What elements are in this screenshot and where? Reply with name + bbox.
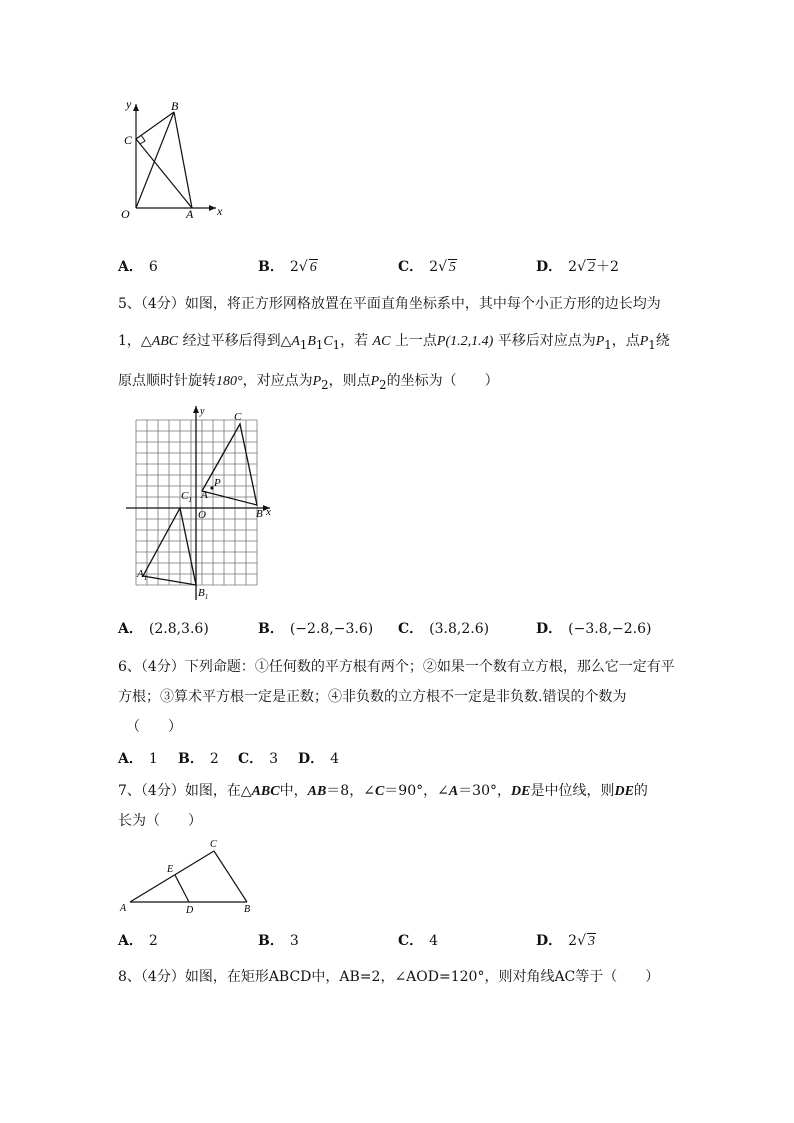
q5-fig-y: y xyxy=(200,406,205,417)
q7-fig-d: D xyxy=(186,905,194,916)
fig1-label-y: y xyxy=(126,97,132,111)
q5-line-1: 5、（4分）如图，将正方形网格放置在平面直角坐标系中，其中每个小正方形的边长均为 xyxy=(118,296,661,312)
q7-option-b[interactable]: B． 3 xyxy=(258,933,299,949)
q7-option-c[interactable]: C． 4 xyxy=(398,933,439,949)
q5-option-a[interactable]: A． (2.8,3.6) xyxy=(118,621,209,637)
q4-option-b[interactable]: B． 2√ 6 xyxy=(258,259,317,275)
figure-1 xyxy=(118,96,238,226)
q5-option-b[interactable]: B． (−2.8,−3.6) xyxy=(258,621,374,637)
q7-fig-e: E xyxy=(167,864,174,875)
q5-fig-a1: $A_1$ xyxy=(137,568,148,582)
q7-line-2: 长为（ ） xyxy=(118,813,202,829)
q5-fig-p: P xyxy=(214,477,221,489)
q7-fig-a: A xyxy=(120,903,127,914)
fig1-label-x: x xyxy=(217,204,223,218)
q5-fig-b: B xyxy=(256,508,263,520)
q5-option-d[interactable]: D． (−3.8,−2.6) xyxy=(536,621,652,637)
q5-fig-b1: $B_1$ xyxy=(198,587,209,601)
q5-fig-a: A xyxy=(201,489,208,501)
q7-line-1: 7、（4分）如图，在△ABC中，AB＝8，∠C＝90°，∠A＝30°，DE是中位线，则DE的 xyxy=(118,783,648,799)
fig1-label-o: O xyxy=(121,207,130,221)
q5-line-3: 原点顺时针旋转180°，对应点为$P_2$，则点$P_2$的坐标为（ ） xyxy=(118,373,499,392)
q6-option-b[interactable]: B． 2 xyxy=(178,751,219,767)
q6-option-d[interactable]: D． 4 xyxy=(298,751,340,767)
fig1-label-b: B xyxy=(171,99,179,113)
fig1-label-a: A xyxy=(186,207,194,221)
q5-line-2: 1，△ABC 经过平移后得到$\triangle A_1B_1C_1$，若 AC 上一点P(1.2,1.4) 平移后对应点为$P_1$，点$P_1$绕 xyxy=(118,333,670,352)
q6-line-1: 6、（4分）下列命题：①任何数的平方根有两个；②如果一个数有立方根，那么它一定有平 xyxy=(118,659,675,675)
figure-q7-triangle xyxy=(118,834,268,916)
q7-option-d[interactable]: D． 2√ 3 xyxy=(536,933,595,949)
q6-option-c[interactable]: C． 3 xyxy=(238,751,279,767)
q5-fig-o: O xyxy=(198,509,206,521)
q5-fig-c: C xyxy=(234,411,242,423)
figure-q5-grid xyxy=(122,400,282,605)
q4-option-a[interactable]: A． 6 xyxy=(118,259,158,275)
q6-line-3: （ ） xyxy=(126,719,182,735)
q5-option-c[interactable]: C． (3.8,2.6) xyxy=(398,621,490,637)
q5-fig-x: x xyxy=(266,506,271,518)
q7-fig-c: C xyxy=(210,839,217,850)
q4-option-c[interactable]: C． 2√ 5 xyxy=(398,259,456,275)
q5-fig-c1: $C_1$ xyxy=(181,490,192,504)
q6-line-2: 方根；③算术平方根一定是正数；④非负数的立方根不一定是非负数.错误的个数为 xyxy=(118,689,627,705)
q7-fig-b: B xyxy=(244,904,251,915)
q6-option-a[interactable]: A． 1 xyxy=(118,751,158,767)
q7-option-a[interactable]: A． 2 xyxy=(118,933,158,949)
q4-option-d[interactable]: D． 2√ 2＋2 xyxy=(536,259,619,275)
q8-line-1: 8、（4分）如图，在矩形ABCD中，AB=2，∠AOD=120°，则对角线AC等于（ ） xyxy=(118,969,660,985)
fig1-label-c: C xyxy=(124,133,133,147)
